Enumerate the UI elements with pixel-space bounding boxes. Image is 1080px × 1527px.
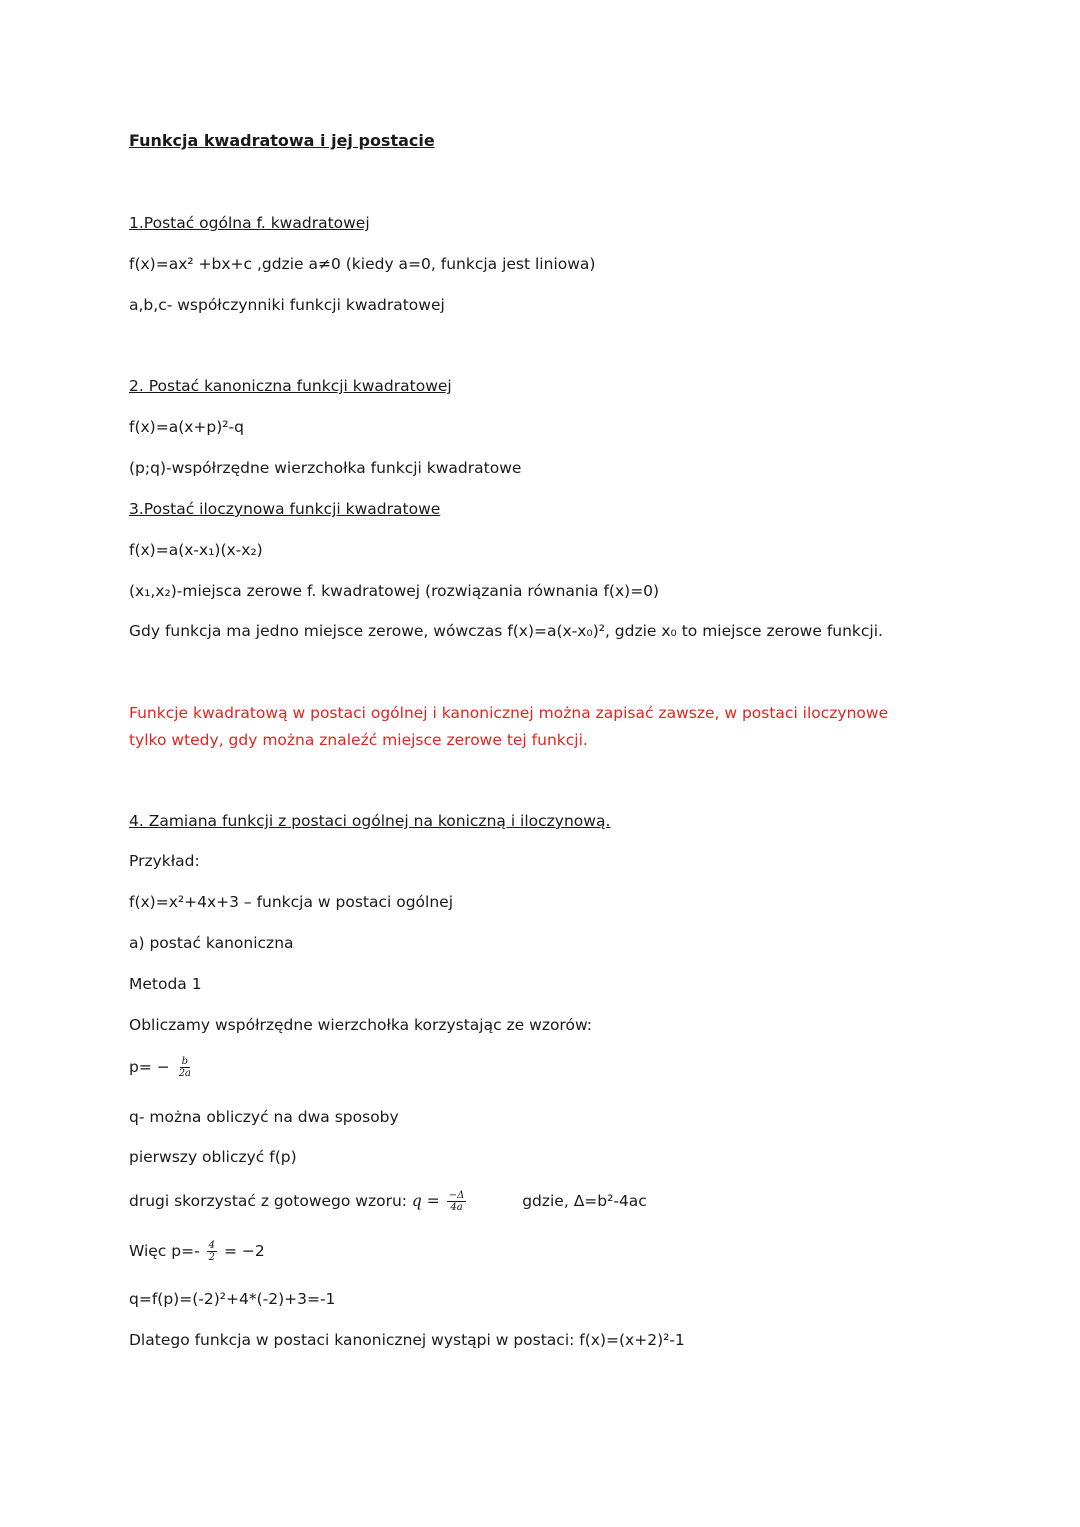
section-3-single-root: Gdy funkcja ma jedno miejsce zerowe, wówczas f(x)=a(x-x₀)², gdzie x₀ to miejsce zerowe funkcji.	[129, 622, 883, 640]
q-fraction-denominator: 4a	[450, 1202, 463, 1213]
p-formula	[129, 1056, 195, 1079]
second-way-text: drugi skorzystać z gotowego wzoru:	[129, 1192, 412, 1210]
q-symbol: q =	[411, 1192, 440, 1210]
p-fraction-denominator: 2a	[178, 1068, 192, 1079]
p-calc-fraction	[207, 1240, 217, 1263]
example-label: Przykład:	[129, 852, 200, 870]
page-title: Funkcja kwadratowa i jej postacie	[129, 131, 435, 150]
vertex-intro: Obliczamy współrzędne wierzchołka korzystając ze wzorów:	[129, 1016, 593, 1034]
delta-formula: gdzie, Δ=b²-4ac	[522, 1192, 647, 1210]
p-formula-label: p= −	[129, 1058, 170, 1076]
section-2-formula: f(x)=a(x+p)²-q	[129, 418, 244, 436]
red-note-line-1: Funkcje kwadratową w postaci ogólnej i kanonicznej można zapisać zawsze, w postaci iloczynowe	[129, 704, 889, 722]
section-3-heading: 3.Postać iloczynowa funkcji kwadratowe	[129, 500, 441, 518]
q-calculation: q=f(p)=(-2)²+4*(-2)+3=-1	[129, 1290, 336, 1308]
first-way: pierwszy obliczyć f(p)	[129, 1148, 297, 1166]
conclusion: Dlatego funkcja w postaci kanonicznej wystąpi w postaci: f(x)=(x+2)²-1	[129, 1331, 685, 1349]
q-fraction-numerator: −Δ	[448, 1190, 465, 1201]
p-calculation	[129, 1240, 265, 1263]
part-a-label: a) postać kanoniczna	[129, 934, 294, 952]
p-calc-result: = −2	[223, 1242, 265, 1260]
example-function: f(x)=x²+4x+3 – funkcja w postaci ogólnej	[129, 893, 454, 911]
section-1-formula: f(x)=ax² +bx+c ,gdzie a≠0 (kiedy a=0, funkcja jest liniowa)	[129, 255, 596, 273]
q-intro: q- można obliczyć na dwa sposoby	[129, 1108, 399, 1126]
section-3-note: (x₁,x₂)-miejsca zerowe f. kwadratowej (rozwiązania równania f(x)=0)	[129, 582, 660, 600]
section-2-heading: 2. Postać kanoniczna funkcji kwadratowej	[129, 377, 452, 395]
method-label: Metoda 1	[129, 975, 202, 993]
section-1-heading: 1.Postać ogólna f. kwadratowej	[129, 214, 370, 232]
p-calc-denominator: 2	[208, 1252, 216, 1263]
p-calc-numerator: 4	[208, 1240, 216, 1251]
p-calc-label: Więc p=-	[129, 1242, 200, 1260]
second-way	[129, 1190, 647, 1213]
p-fraction-numerator: b	[181, 1056, 189, 1067]
section-3-formula: f(x)=a(x-x₁)(x-x₂)	[129, 541, 263, 559]
q-fraction	[447, 1190, 467, 1213]
p-fraction	[177, 1056, 193, 1079]
section-1-note: a,b,c- współczynniki funkcji kwadratowej	[129, 296, 445, 314]
section-2-note: (p;q)-współrzędne wierzchołka funkcji kwadratowe	[129, 459, 522, 477]
section-4-heading: 4. Zamiana funkcji z postaci ogólnej na koniczną i iloczynową.	[129, 812, 611, 830]
red-note-line-2: tylko wtedy, gdy można znaleźć miejsce zerowe tej funkcji.	[129, 731, 588, 749]
